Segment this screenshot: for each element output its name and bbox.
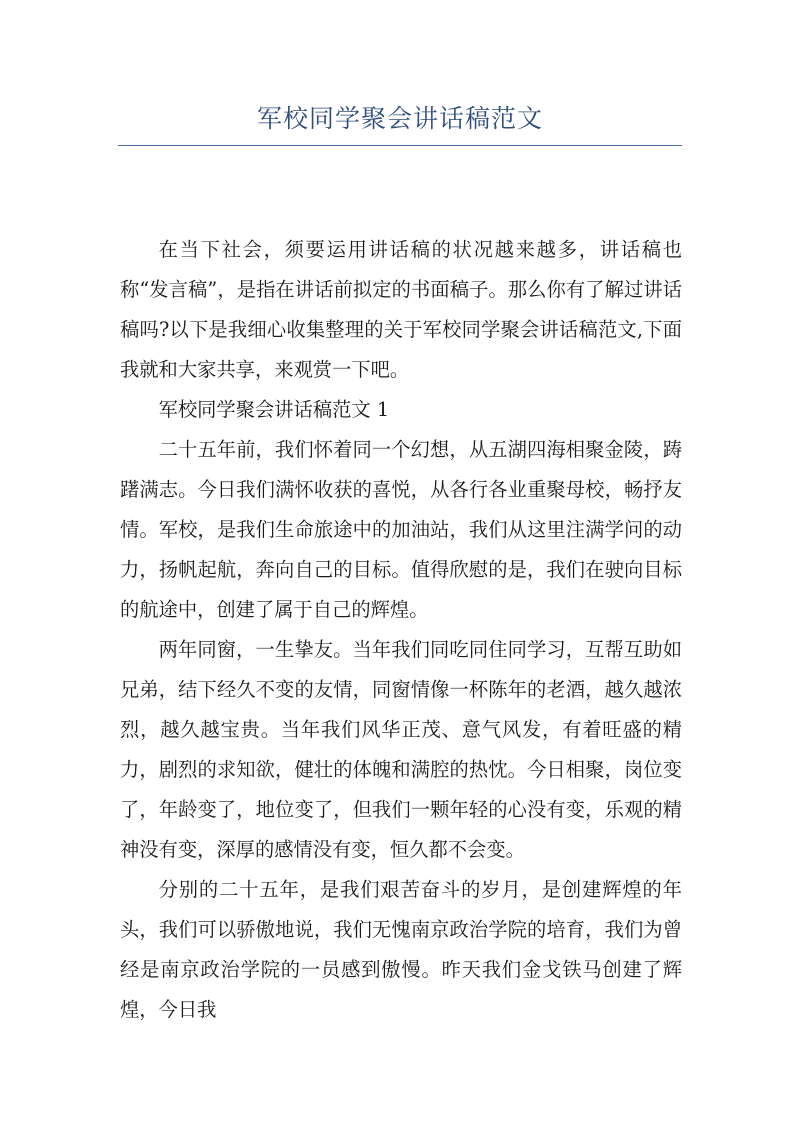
- section-heading: 军校同学聚会讲话稿范文 1: [158, 398, 390, 421]
- document-title: 军校同学聚会讲话稿范文: [256, 104, 543, 133]
- body-paragraph: 二十五年前，我们怀着同一个幻想，从五湖四海相聚金陵，踌躇满志。今日我们满怀收获的喜悦，从各行各业重聚母校，畅抒友情。军校，是我们生命旅途中的加油站，我们从这里注满学问的动力，扬帆起航，奔向自己的目标。值得欣慰的是，我们在驶向目标的航途中，创建了属于自己的辉煌。: [120, 438, 682, 621]
- body-paragraph: 两年同窗，一生挚友。当年我们同吃同住同学习，互帮互助如兄弟，结下经久不变的友情，同窗情像一杯陈年的老酒，越久越浓烈，越久越宝贵。当年我们风华正茂、意气风发，有着旺盛的精力，剧烈的求知欲，健壮的体魄和满腔的热忱。今日相聚，岗位变了，年龄变了，地位变了，但我们一颗年轻的心没有变，乐观的精神没有变，深厚的感情没有变，恒久都不会变。: [120, 638, 682, 861]
- intro-paragraph: 在当下社会，须要运用讲话稿的状况越来越多，讲话稿也称“发言稿”，是指在讲话前拟定的书面稿子。那么你有了解过讲话稿吗?以下是我细心收集整理的关于军校同学聚会讲话稿范文,下面我就和大家共享，来观赏一下吧。: [120, 238, 682, 381]
- title-underline: [118, 145, 682, 146]
- document-body: [120, 230, 682, 1030]
- body-paragraph: 分别的二十五年，是我们艰苦奋斗的岁月，是创建辉煌的年头，我们可以骄傲地说，我们无愧南京政治学院的培育，我们为曾经是南京政治学院的一员感到傲慢。昨天我们金戈铁马创建了辉煌，今日我: [120, 878, 682, 1021]
